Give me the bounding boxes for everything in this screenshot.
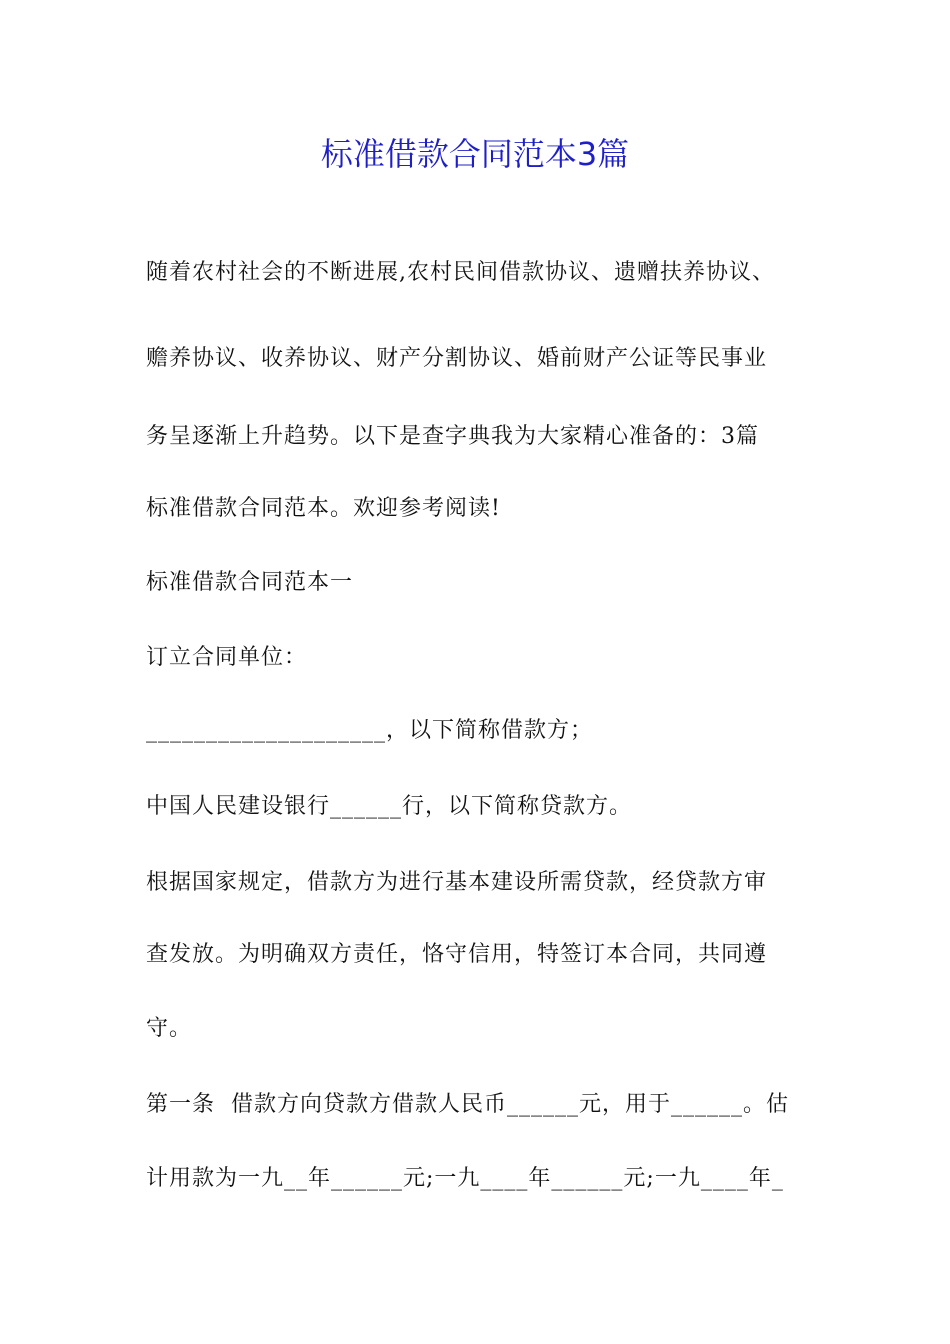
document-title: 标准借款合同范本3篇 (320, 135, 630, 173)
paragraph-line: 第一条 借款方向贷款方借款人民币______元，用于______。估 (146, 1092, 789, 1117)
paragraph-line: ____________________，以下简称借款方； (146, 718, 594, 743)
paragraph-line: 根据国家规定，借款方为进行基本建设所需贷款，经贷款方审 (146, 870, 768, 895)
paragraph-line: 查发放。为明确双方责任，恪守信用，特签订本合同，共同遵 (146, 942, 768, 967)
paragraph-line: 订立合同单位： (146, 645, 308, 670)
paragraph-line: 随着农村社会的不断进展,农村民间借款协议、遗赠扶养协议、 (146, 260, 775, 285)
paragraph-line: 中国人民建设银行______行，以下简称贷款方。 (146, 794, 633, 819)
paragraph-line: 守。 (146, 1016, 193, 1041)
paragraph-line: 务呈逐渐上升趋势。以下是查字典我为大家精心准备的：3篇 (146, 424, 759, 449)
paragraph-line: 标准借款合同范本。欢迎参考阅读! (146, 496, 501, 521)
paragraph-line: 计用款为一九__年______元;一九____年______元;一九____年_ (146, 1166, 784, 1191)
section-heading: 标准借款合同范本一 (146, 570, 354, 595)
paragraph-line: 赡养协议、收养协议、财产分割协议、婚前财产公证等民事业 (146, 346, 768, 371)
